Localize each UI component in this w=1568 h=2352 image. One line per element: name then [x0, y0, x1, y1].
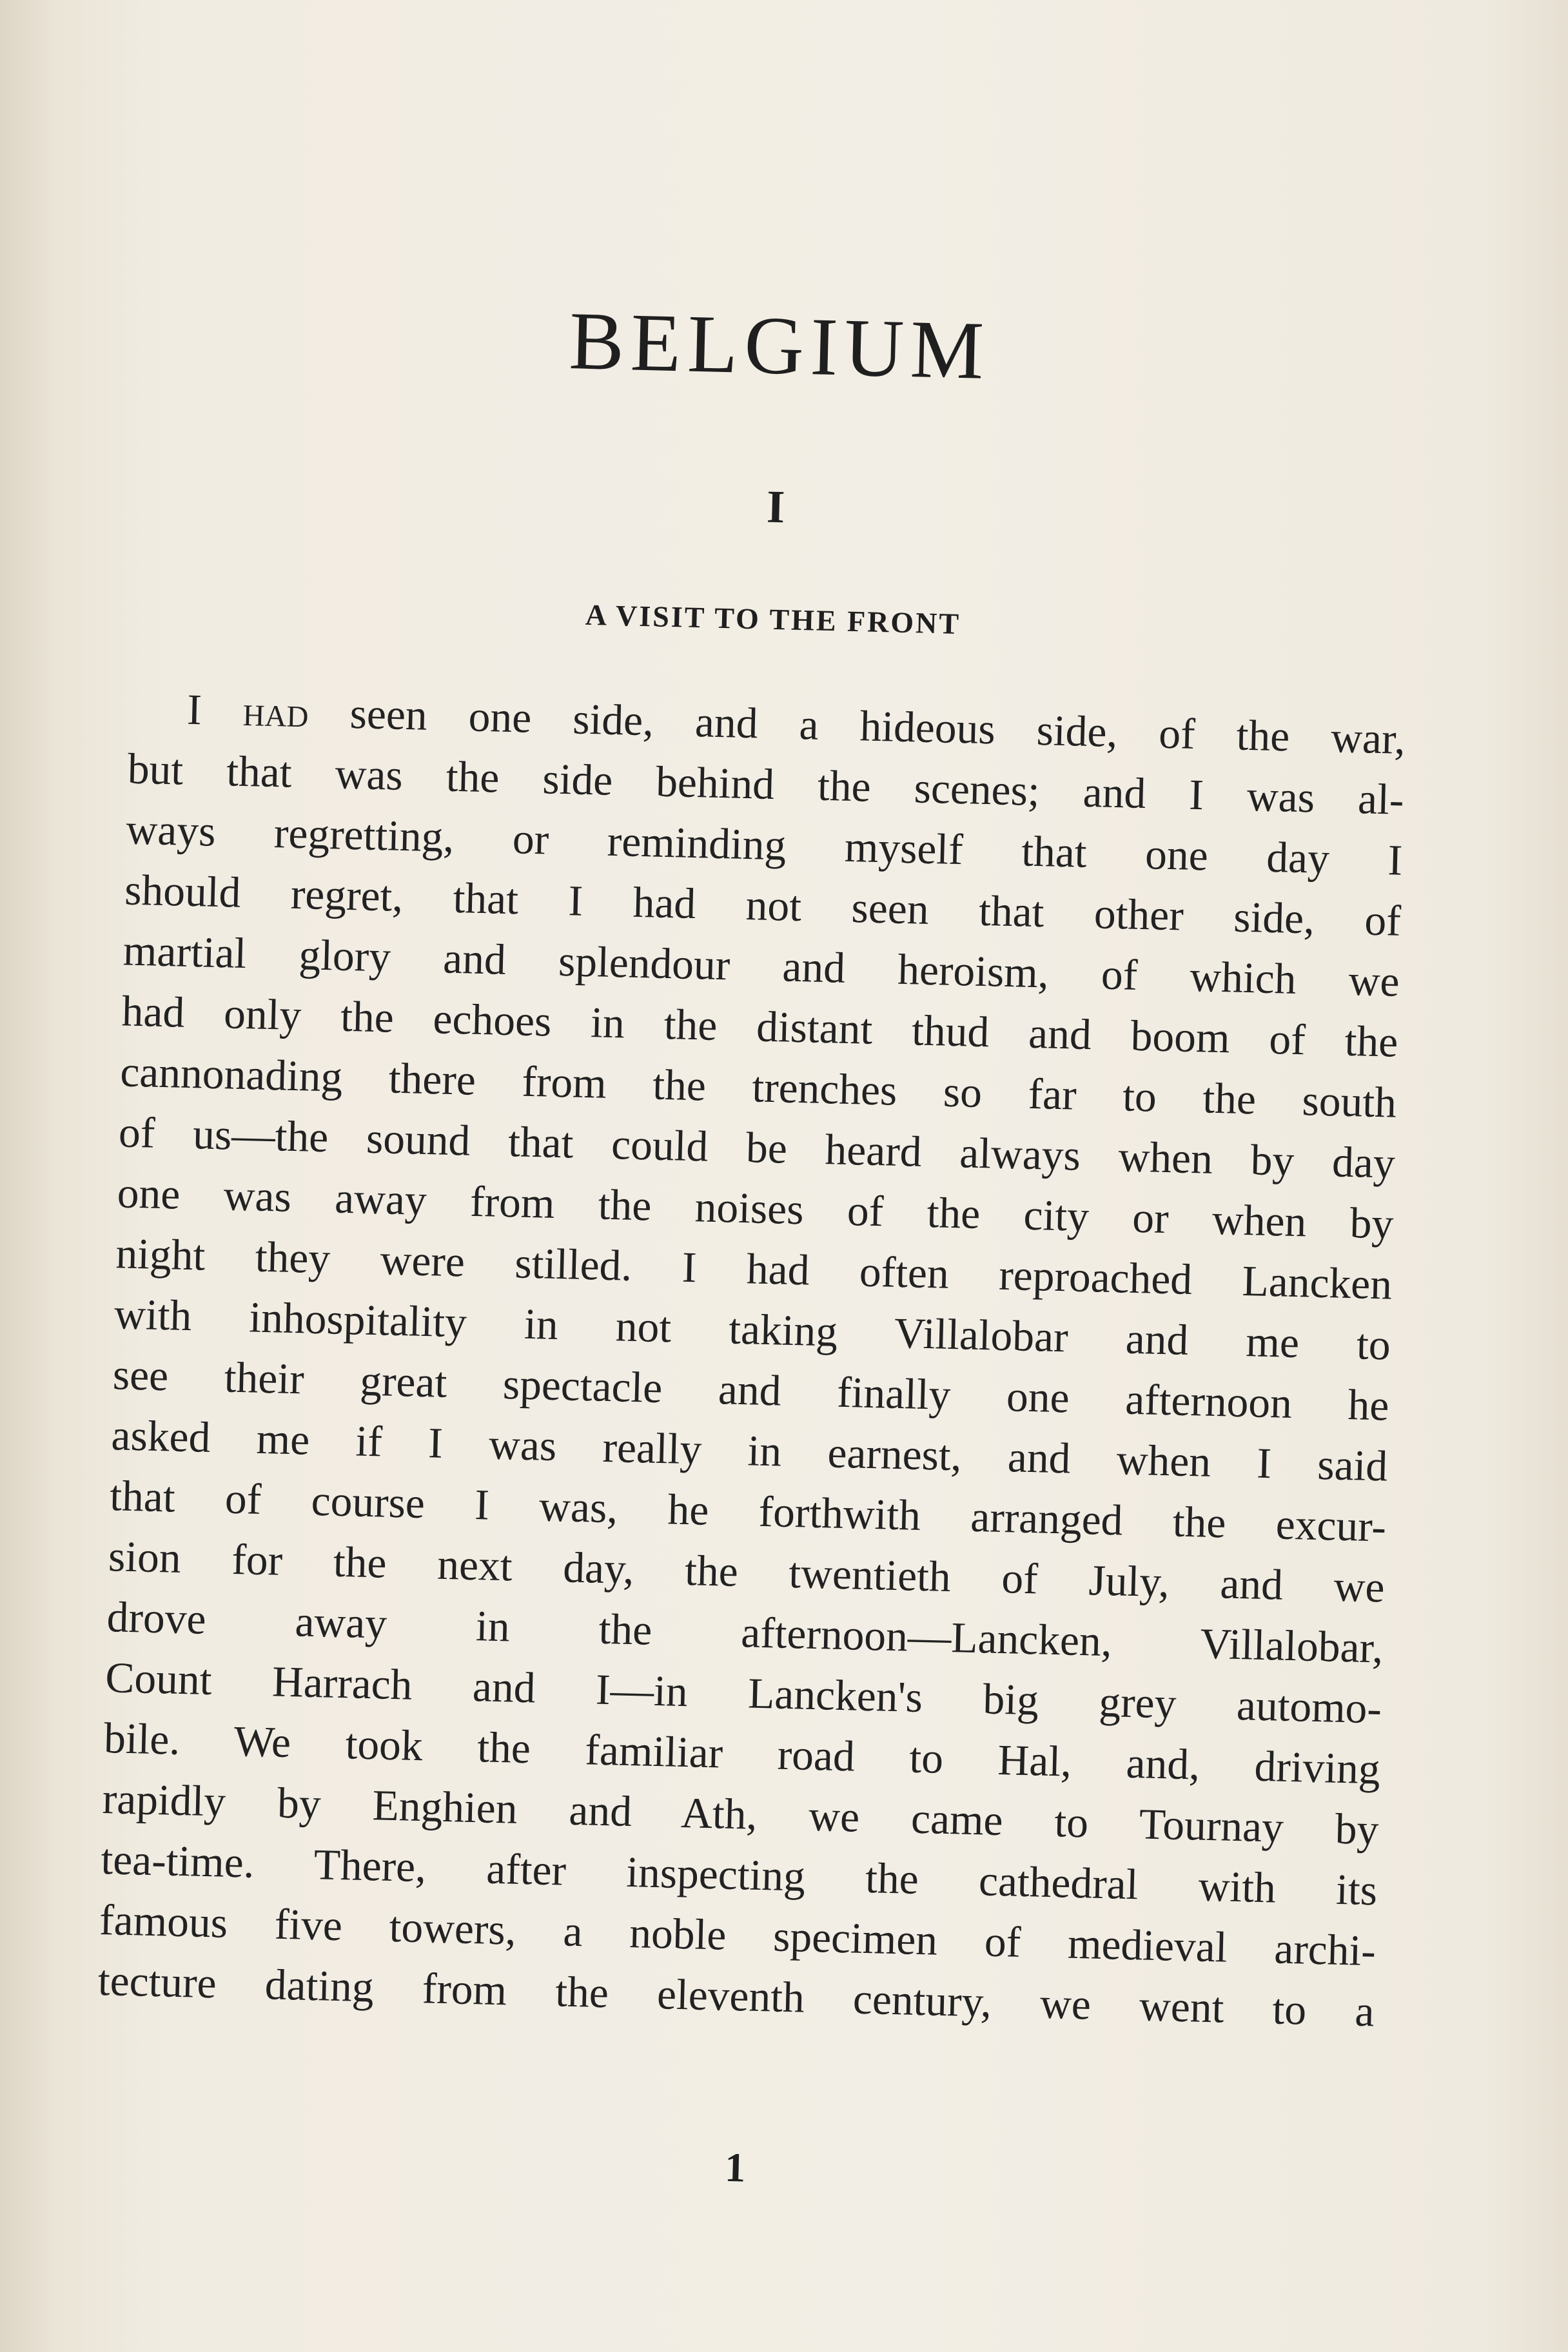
text-line: Count Harrach and I—in Lancken's big grey automo-: [104, 1653, 1382, 1733]
text-line: rapidly by Enghien and Ath, we came to Tournay by: [102, 1774, 1380, 1854]
text-line: bile. We took the familiar road to Hal, and, driving: [103, 1714, 1381, 1794]
text-line-content: seen one side, and a hideous side, of the war,: [308, 688, 1406, 763]
text-line: of us—the sound that could be heard always when by day: [118, 1108, 1396, 1188]
text-line: famous five towers, a noble specimen of medieval archi-: [99, 1895, 1377, 1975]
chapter-number: I: [766, 480, 786, 533]
opening-words: I had: [186, 685, 309, 737]
chapter-subtitle: A VISIT TO THE FRONT: [585, 598, 961, 641]
text-line: tea-time. There, after inspecting the cathedral with its: [100, 1835, 1378, 1915]
text-line: see their great spectacle and finally one afternoon he: [112, 1350, 1390, 1430]
text-line: tecture dating from the eleventh century, we went to a: [97, 1955, 1375, 2036]
text-line: asked me if I was really in earnest, and when I said: [110, 1411, 1389, 1491]
body-paragraph: [97, 678, 1406, 2043]
text-line: martial glory and splendour and heroism, of which we: [122, 926, 1400, 1006]
text-line: cannonading there from the trenches so far to the south: [119, 1047, 1397, 1127]
page-content: [74, 268, 1442, 2234]
text-line: sion for the next day, the twentieth of July, and we: [108, 1532, 1386, 1612]
text-line: night they were stilled. I had often reproached Lancken: [115, 1229, 1393, 1309]
text-line: ways regretting, or reminding myself that one day I: [125, 805, 1404, 885]
text-line: should regret, that I had not seen that other side, of: [124, 865, 1402, 945]
text-line: but that was the side behind the scenes; and I was al-: [127, 744, 1405, 824]
page-number: 1: [724, 2144, 747, 2191]
page-title: BELGIUM: [568, 295, 992, 397]
text-line: drove away in the afternoon—Lancken, Villalobar,: [106, 1592, 1384, 1672]
text-line: with inhospitality in not taking Villalobar and me to: [113, 1289, 1391, 1369]
text-line: had only the echoes in the distant thud and boom of the: [121, 986, 1399, 1066]
text-line: one was away from the noises of the city or when by: [116, 1168, 1395, 1248]
text-line: that of course I was, he forthwith arranged the excur-: [109, 1471, 1387, 1551]
